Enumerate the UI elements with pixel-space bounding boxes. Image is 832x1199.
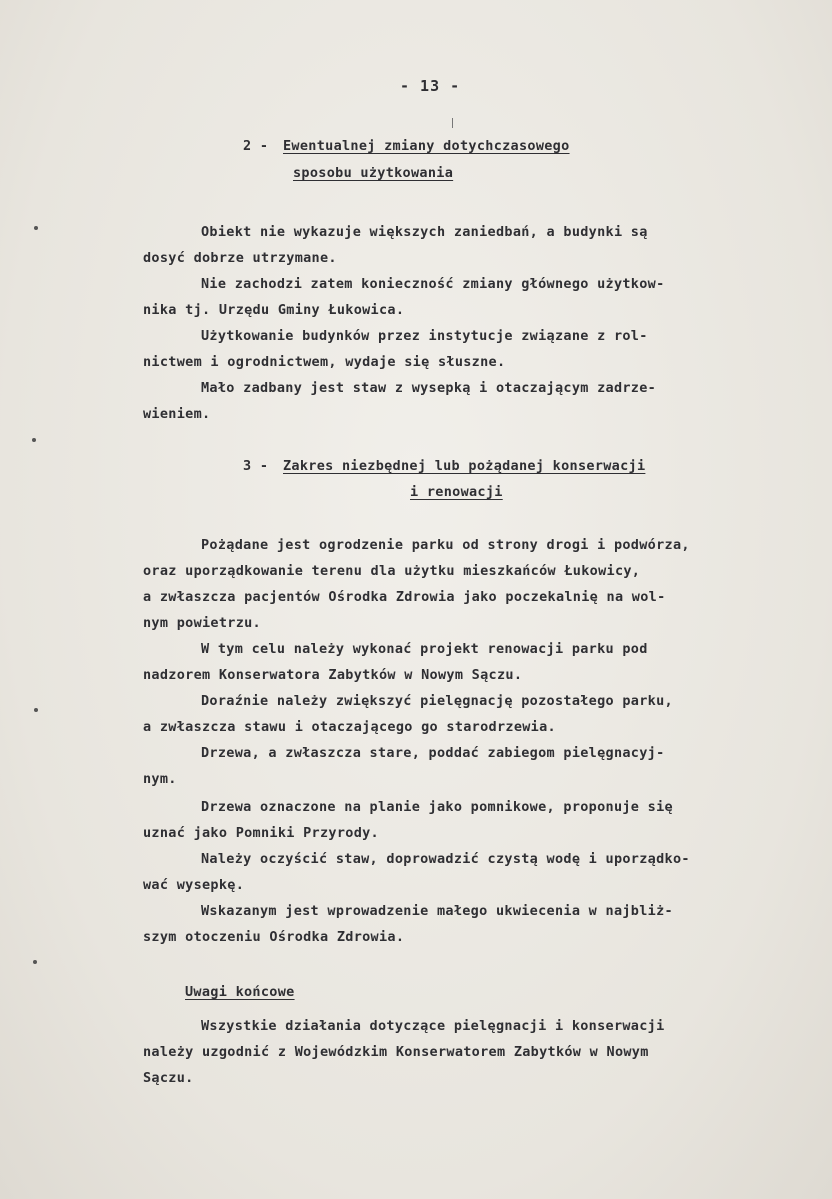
section3-line: nadzorem Konserwatora Zabytków w Nowym Sączu. <box>143 667 523 683</box>
margin-mark <box>33 960 37 964</box>
section2-title-line2: sposobu użytkowania <box>293 165 454 181</box>
pen-tick-mark <box>452 118 453 128</box>
section3-line: Pożądane jest ogrodzenie parku od strony drogi i podwórza, <box>201 537 690 553</box>
section3-title-line1: Zakres niezbędnej lub pożądanej konserwacji <box>283 458 646 474</box>
section3-title-line2: i renowacji <box>410 484 503 500</box>
section3-line: Drzewa oznaczone na planie jako pomnikowe, proponuje się <box>201 799 673 815</box>
section2-line: Mało zadbany jest staw z wysepką i otaczającym zadrze- <box>201 380 657 396</box>
section3-line: W tym celu należy wykonać projekt renowacji parku pod <box>201 641 648 657</box>
section2-line: nictwem i ogrodnictwem, wydaje się słuszne. <box>143 354 506 370</box>
section3-line: Należy oczyścić staw, doprowadzić czystą wodę i uporządko- <box>201 851 690 867</box>
page-number: - 13 - <box>400 77 461 95</box>
section3-line: Drzewa, a zwłaszcza stare, poddać zabiegom pielęgnacyj- <box>201 745 665 761</box>
section2-line: dosyć dobrze utrzymane. <box>143 250 337 266</box>
section3-line: szym otoczeniu Ośrodka Zdrowia. <box>143 929 405 945</box>
section3-line: Doraźnie należy zwiększyć pielęgnację pozostałego parku, <box>201 693 673 709</box>
margin-mark <box>32 438 36 442</box>
section2-line: wieniem. <box>143 406 211 422</box>
section3-line: nym powietrzu. <box>143 615 261 631</box>
margin-mark <box>34 708 38 712</box>
section2-line: nika tj. Urzędu Gminy Łukowica. <box>143 302 405 318</box>
closing-line: Wszystkie działania dotyczące pielęgnacji i konserwacji <box>201 1018 665 1034</box>
closing-line: Sączu. <box>143 1070 194 1086</box>
section3-line: uznać jako Pomniki Przyrody. <box>143 825 379 841</box>
section3-line: oraz uporządkowanie terenu dla użytku mieszkańców Łukowicy, <box>143 563 641 579</box>
closing-heading: Uwagi końcowe <box>185 984 295 1000</box>
section3-line: Wskazanym jest wprowadzenie małego ukwiecenia w najbliż- <box>201 903 673 919</box>
section3-line: a zwłaszcza pacjentów Ośrodka Zdrowia jako poczekalnię na wol- <box>143 589 666 605</box>
margin-mark <box>34 226 38 230</box>
section3-number: 3 - <box>243 458 269 474</box>
section2-number: 2 - <box>243 138 269 154</box>
section3-line: wać wysepkę. <box>143 877 245 893</box>
section2-line: Obiekt nie wykazuje większych zaniedbań, a budynki są <box>201 224 648 240</box>
section3-line: a zwłaszcza stawu i otaczającego go starodrzewia. <box>143 719 556 735</box>
section2-line: Nie zachodzi zatem konieczność zmiany głównego użytkow- <box>201 276 665 292</box>
section3-line: nym. <box>143 771 177 787</box>
section2-line: Użytkowanie budynków przez instytucje związane z rol- <box>201 328 648 344</box>
section2-title-line1: Ewentualnej zmiany dotychczasowego <box>283 138 570 154</box>
closing-line: należy uzgodnić z Wojewódzkim Konserwatorem Zabytków w Nowym <box>143 1044 649 1060</box>
